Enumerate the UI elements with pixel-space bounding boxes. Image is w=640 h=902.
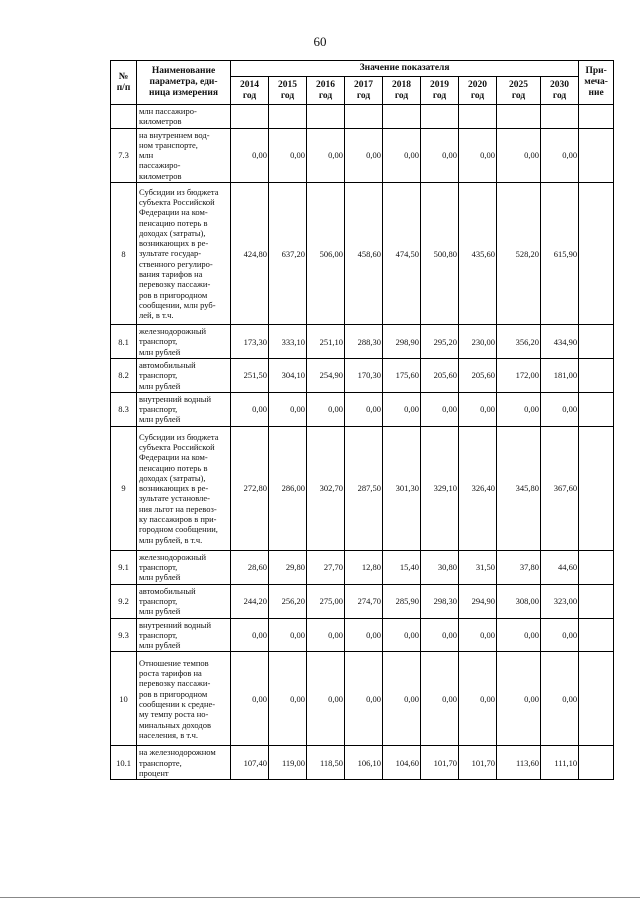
value-cell-2016: 0,00: [307, 652, 345, 746]
table-row: [111, 550, 614, 584]
header-year-2017: 2017 год: [345, 77, 383, 105]
value-cell-2020: 294,90: [459, 584, 497, 618]
value-cell-2017: 274,70: [345, 584, 383, 618]
value-cell-2025: [497, 105, 541, 129]
value-cell-2019: 298,30: [421, 584, 459, 618]
header-year-2016: 2016 год: [307, 77, 345, 105]
value-cell-2017: 0,00: [345, 652, 383, 746]
value-cell-2019: 205,60: [421, 358, 459, 392]
value-cell-2018: 474,50: [383, 183, 421, 325]
value-cell-2019: 329,10: [421, 426, 459, 550]
value-cell-2025: 0,00: [497, 618, 541, 652]
value-cell-2015: 286,00: [269, 426, 307, 550]
row-number: 9: [111, 426, 137, 550]
value-cell-2015: 256,20: [269, 584, 307, 618]
value-cell-2030: 44,60: [541, 550, 579, 584]
header-year-2018: 2018 год: [383, 77, 421, 105]
header-note: При- меча- ние: [579, 61, 614, 105]
value-cell-2018: 0,00: [383, 392, 421, 426]
parameter-name: автомобильный транспорт, млн рублей: [137, 358, 231, 392]
note-cell: [579, 550, 614, 584]
row-number: 8.2: [111, 358, 137, 392]
value-cell-2019: 500,80: [421, 183, 459, 325]
value-cell-2020: 0,00: [459, 392, 497, 426]
value-cell-2017: 106,10: [345, 746, 383, 780]
value-cell-2025: 0,00: [497, 652, 541, 746]
table-row: [111, 618, 614, 652]
value-cell-2018: 0,00: [383, 618, 421, 652]
value-cell-2020: 31,50: [459, 550, 497, 584]
value-cell-2015: 0,00: [269, 652, 307, 746]
value-cell-2014: 251,50: [231, 358, 269, 392]
parameter-name: Субсидии из бюджета субъекта Российской Федерации на ком- пенсацию потерь в доходах (затраты), возникающих в ре- зультате установле- ния льгот на перевоз- ку пассажиров в при- городном сообщении, млн рублей, в т.ч.: [137, 426, 231, 550]
value-cell-2030: [541, 105, 579, 129]
parameter-name: железнодорожный транспорт, млн рублей: [137, 550, 231, 584]
note-cell: [579, 358, 614, 392]
value-cell-2020: 0,00: [459, 652, 497, 746]
value-cell-2030: 0,00: [541, 618, 579, 652]
value-cell-2025: 172,00: [497, 358, 541, 392]
parameter-name: на железнодорожном транспорте, процент: [137, 746, 231, 780]
header-year-2030: 2030 год: [541, 77, 579, 105]
value-cell-2016: 118,50: [307, 746, 345, 780]
value-cell-2015: 0,00: [269, 392, 307, 426]
value-cell-2017: 0,00: [345, 128, 383, 182]
parameter-name: млн пассажиро- километров: [137, 105, 231, 129]
value-cell-2018: 175,60: [383, 358, 421, 392]
value-cell-2016: 302,70: [307, 426, 345, 550]
parameter-name: автомобильный транспорт, млн рублей: [137, 584, 231, 618]
value-cell-2020: 0,00: [459, 618, 497, 652]
value-cell-2017: 0,00: [345, 392, 383, 426]
value-cell-2025: 528,20: [497, 183, 541, 325]
value-cell-2030: 323,00: [541, 584, 579, 618]
header-number: № п/п: [111, 61, 137, 105]
header-year-2014: 2014 год: [231, 77, 269, 105]
value-cell-2014: 424,80: [231, 183, 269, 325]
value-cell-2025: 0,00: [497, 392, 541, 426]
parameter-name: Субсидии из бюджета субъекта Российской Федерации на ком- пенсацию потерь в доходах (затраты), возникающих в ре- зультате государ- ственного регулиро- вания тарифов на перевозку пассажи- ров в пригородном сообщении, млн руб- лей, в т.ч.: [137, 183, 231, 325]
parameter-name: внутренний водный транспорт, млн рублей: [137, 618, 231, 652]
value-cell-2020: 435,60: [459, 183, 497, 325]
value-cell-2014: 0,00: [231, 392, 269, 426]
value-cell-2017: 12,80: [345, 550, 383, 584]
row-number: 10: [111, 652, 137, 746]
page-number: 60: [313, 34, 327, 49]
page-edge-line: [0, 897, 640, 898]
value-cell-2025: 37,80: [497, 550, 541, 584]
header-year-2015: 2015 год: [269, 77, 307, 105]
value-cell-2014: 28,60: [231, 550, 269, 584]
value-cell-2019: 295,20: [421, 325, 459, 359]
row-number: 9.1: [111, 550, 137, 584]
value-cell-2020: 0,00: [459, 128, 497, 182]
value-cell-2025: 113,60: [497, 746, 541, 780]
value-cell-2018: 0,00: [383, 128, 421, 182]
value-cell-2030: 615,90: [541, 183, 579, 325]
value-cell-2019: 101,70: [421, 746, 459, 780]
table-row: [111, 652, 614, 746]
table-row: [111, 325, 614, 359]
value-cell-2014: 0,00: [231, 128, 269, 182]
value-cell-2014: 173,30: [231, 325, 269, 359]
value-cell-2019: 0,00: [421, 128, 459, 182]
note-cell: [579, 105, 614, 129]
row-number: [111, 105, 137, 129]
table-row: [111, 746, 614, 780]
value-cell-2018: 301,30: [383, 426, 421, 550]
parameter-name: внутренний водный транспорт, млн рублей: [137, 392, 231, 426]
note-cell: [579, 426, 614, 550]
header-year-2025: 2025 год: [497, 77, 541, 105]
value-cell-2015: 637,20: [269, 183, 307, 325]
table-row: [111, 105, 614, 129]
table-row: [111, 358, 614, 392]
value-cell-2014: 0,00: [231, 618, 269, 652]
value-cell-2018: 0,00: [383, 652, 421, 746]
value-cell-2020: 101,70: [459, 746, 497, 780]
value-cell-2030: 434,90: [541, 325, 579, 359]
value-cell-2020: 205,60: [459, 358, 497, 392]
row-number: 8: [111, 183, 137, 325]
value-cell-2014: 272,80: [231, 426, 269, 550]
row-number: 9.3: [111, 618, 137, 652]
value-cell-2016: 251,10: [307, 325, 345, 359]
indicator-table: [110, 60, 614, 780]
value-cell-2020: 230,00: [459, 325, 497, 359]
value-cell-2030: 367,60: [541, 426, 579, 550]
value-cell-2015: 119,00: [269, 746, 307, 780]
value-cell-2019: 30,80: [421, 550, 459, 584]
note-cell: [579, 325, 614, 359]
value-cell-2017: [345, 105, 383, 129]
note-cell: [579, 584, 614, 618]
row-number: 7.3: [111, 128, 137, 182]
value-cell-2019: 0,00: [421, 392, 459, 426]
value-cell-2017: 170,30: [345, 358, 383, 392]
value-cell-2016: 0,00: [307, 128, 345, 182]
value-cell-2014: 0,00: [231, 652, 269, 746]
value-cell-2030: 0,00: [541, 128, 579, 182]
value-cell-2017: 458,60: [345, 183, 383, 325]
value-cell-2018: [383, 105, 421, 129]
value-cell-2017: 288,30: [345, 325, 383, 359]
note-cell: [579, 746, 614, 780]
header-year-2020: 2020 год: [459, 77, 497, 105]
table-row: [111, 392, 614, 426]
parameter-name: железнодорожный транспорт, млн рублей: [137, 325, 231, 359]
value-cell-2030: 181,00: [541, 358, 579, 392]
value-cell-2016: 275,00: [307, 584, 345, 618]
value-cell-2025: 0,00: [497, 128, 541, 182]
value-cell-2015: 0,00: [269, 128, 307, 182]
value-cell-2018: 104,60: [383, 746, 421, 780]
value-cell-2020: [459, 105, 497, 129]
value-cell-2017: 0,00: [345, 618, 383, 652]
note-cell: [579, 392, 614, 426]
value-cell-2016: 0,00: [307, 618, 345, 652]
value-cell-2019: 0,00: [421, 618, 459, 652]
value-cell-2019: [421, 105, 459, 129]
value-cell-2016: [307, 105, 345, 129]
value-cell-2016: 254,90: [307, 358, 345, 392]
value-cell-2025: 308,00: [497, 584, 541, 618]
value-cell-2019: 0,00: [421, 652, 459, 746]
value-cell-2030: 111,10: [541, 746, 579, 780]
value-cell-2017: 287,50: [345, 426, 383, 550]
parameter-name: Отношение темпов роста тарифов на перевозку пассажи- ров в пригородном сообщении к средне- му темпу роста но- минальных доходов населения, в т.ч.: [137, 652, 231, 746]
value-cell-2016: 27,70: [307, 550, 345, 584]
value-cell-2015: 333,10: [269, 325, 307, 359]
value-cell-2020: 326,40: [459, 426, 497, 550]
value-cell-2018: 285,90: [383, 584, 421, 618]
header-values-group: Значение показателя: [231, 61, 579, 77]
row-number: 10.1: [111, 746, 137, 780]
row-number: 8.1: [111, 325, 137, 359]
value-cell-2015: 29,80: [269, 550, 307, 584]
note-cell: [579, 618, 614, 652]
value-cell-2015: [269, 105, 307, 129]
value-cell-2016: 0,00: [307, 392, 345, 426]
value-cell-2014: 107,40: [231, 746, 269, 780]
table-row: [111, 584, 614, 618]
value-cell-2015: 304,10: [269, 358, 307, 392]
value-cell-2018: 15,40: [383, 550, 421, 584]
note-cell: [579, 652, 614, 746]
note-cell: [579, 183, 614, 325]
header-parameter-name: Наименование параметра, еди- ница измерения: [137, 61, 231, 105]
value-cell-2015: 0,00: [269, 618, 307, 652]
value-cell-2030: 0,00: [541, 392, 579, 426]
table-row: [111, 426, 614, 550]
value-cell-2018: 298,90: [383, 325, 421, 359]
value-cell-2014: 244,20: [231, 584, 269, 618]
parameter-name: на внутреннем вод- ном транспорте, млн пассажиро- километров: [137, 128, 231, 182]
value-cell-2014: [231, 105, 269, 129]
table-row: [111, 183, 614, 325]
value-cell-2025: 356,20: [497, 325, 541, 359]
row-number: 9.2: [111, 584, 137, 618]
row-number: 8.3: [111, 392, 137, 426]
table-row: [111, 128, 614, 182]
note-cell: [579, 128, 614, 182]
value-cell-2016: 506,00: [307, 183, 345, 325]
header-year-2019: 2019 год: [421, 77, 459, 105]
value-cell-2030: 0,00: [541, 652, 579, 746]
value-cell-2025: 345,80: [497, 426, 541, 550]
